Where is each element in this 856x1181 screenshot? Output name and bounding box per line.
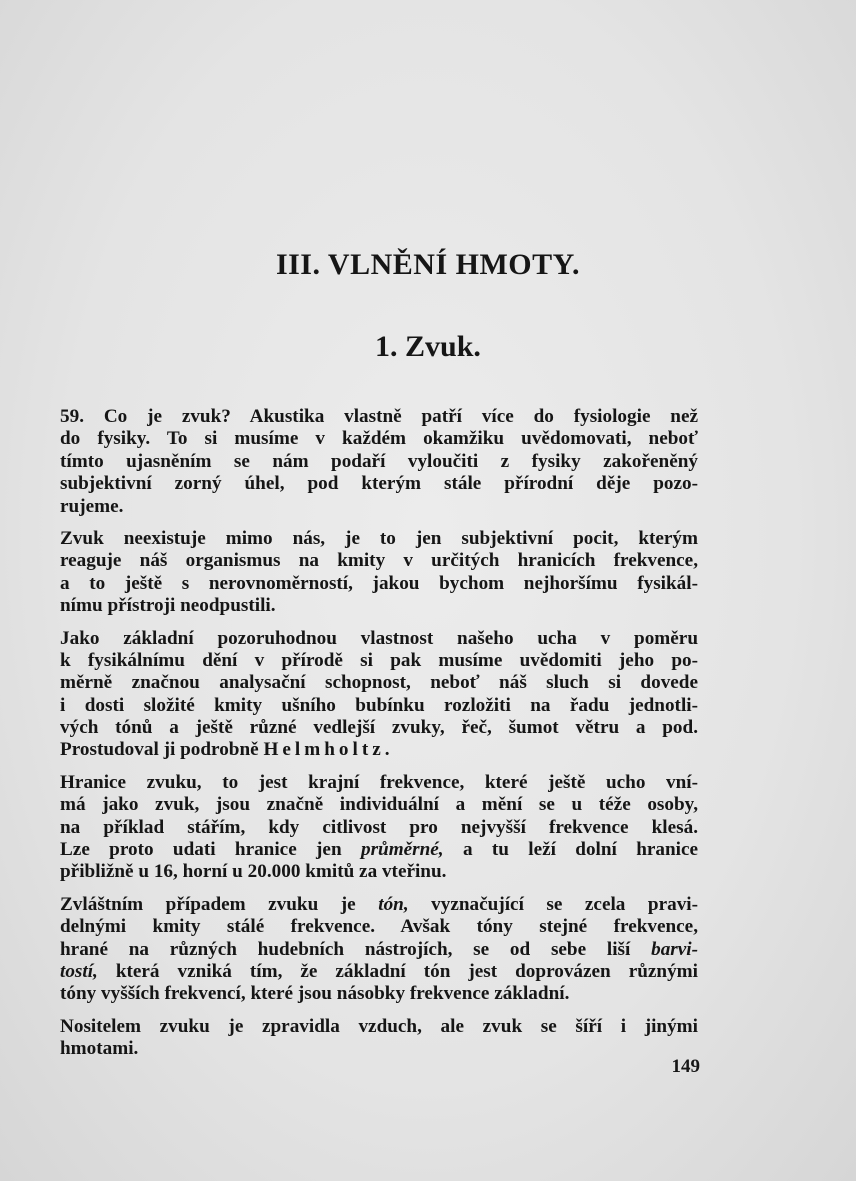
text-line: má jako zvuk, jsou značně individuální a mění se u téže osoby,	[60, 794, 698, 816]
section-title: 1. Zvuk.	[375, 330, 481, 363]
text-line: hmotami.	[60, 1038, 139, 1060]
text-line	[60, 961, 698, 983]
text-line	[60, 839, 698, 861]
text-line: Nositelem zvuku je zpravidla vzduch, ale zvuk se šíří i jinými	[60, 1015, 698, 1037]
paragraph	[60, 772, 698, 884]
text-line: delnými kmity stálé frekvence. Avšak tóny stejné frekvence,	[60, 916, 698, 938]
paragraph	[60, 894, 698, 1006]
paragraph	[60, 628, 698, 762]
text-line: 59. Co je zvuk? Akustika vlastně patří více do fysiologie než	[60, 406, 698, 427]
text-line	[60, 894, 698, 916]
emphasis-text: tón,	[378, 893, 409, 915]
text-line: nímu přístroji neodpustili.	[60, 595, 276, 617]
text-fragment: která vzniká tím, že základní tón jest doprovázen různými	[115, 960, 698, 982]
text-line: měrně značnou analysační schopnost, neboť náš sluch si dovede	[60, 672, 698, 694]
text-line: na příklad stářím, kdy citlivost pro nejvyšší frekvence klesá.	[60, 816, 698, 838]
body-text	[60, 406, 698, 1071]
text-line: Jako základní pozoruhodnou vlastnost našeho ucha v poměru	[60, 627, 698, 649]
text-fragment: hrané na různých hudebních nástrojích, se od sebe liší	[60, 938, 631, 960]
text-fragment: vyznačující se zcela pravi-	[431, 893, 699, 915]
text-line: i dosti složité kmity ušního bubínku rozložiti na řadu jednotli-	[60, 694, 698, 716]
chapter-title: III. VLNĚNÍ HMOTY.	[275, 248, 581, 281]
text-fragment: Prostudoval ji podrobně	[60, 739, 259, 761]
text-line: tóny vyšších frekvencí, které jsou násobky frekvence základní.	[60, 983, 570, 1005]
text-line	[60, 939, 698, 961]
text-line: rujeme.	[60, 495, 124, 517]
text-line: vých tónů a ještě různé vedlejší zvuky, řeč, šumot větru a pod.	[60, 717, 698, 739]
text-line	[60, 739, 698, 761]
text-line: Zvuk neexistuje mimo nás, je to jen subjektivní pocit, kterým	[60, 527, 698, 549]
paragraph	[60, 528, 698, 618]
emphasis-text: tostí,	[60, 960, 98, 982]
text-line: a to ještě s nerovnoměrností, jakou bychom nejhoršímu fysikál-	[60, 572, 698, 594]
text-line: k fysikálnímu dění v přírodě si pak musíme uvědomiti jeho po-	[60, 649, 698, 671]
text-line: tímto ujasněním se nám podaří vyloučiti z fysiky zakořeněný	[60, 450, 698, 472]
text-fragment: Zvláštním případem zvuku je	[60, 893, 356, 915]
paragraph	[60, 1016, 698, 1061]
paragraph-59	[60, 406, 698, 518]
text-line: Hranice zvuku, to jest krajní frekvence, které ještě ucho vní-	[60, 771, 698, 793]
text-line: do fysiky. To si musíme v každém okamžiku uvědomovati, neboť	[60, 428, 698, 450]
text-fragment: a tu leží dolní hranice	[462, 839, 699, 861]
text-line: subjektivní zorný úhel, pod kterým stále přírodní děje pozo-	[60, 473, 698, 495]
text-fragment: Lze proto udati hranice jen	[60, 839, 342, 861]
text-line: přibližně u 16, horní u 20.000 kmitů za vteřinu.	[60, 861, 447, 883]
page-number: 149	[671, 1056, 700, 1077]
emphasis-text: průměrné,	[360, 839, 444, 861]
author-name: Helmholtz.	[263, 739, 394, 761]
emphasis-text: barvi-	[651, 938, 699, 960]
text-line: reaguje náš organismus na kmity v určitých hranicích frekvence,	[60, 550, 698, 572]
